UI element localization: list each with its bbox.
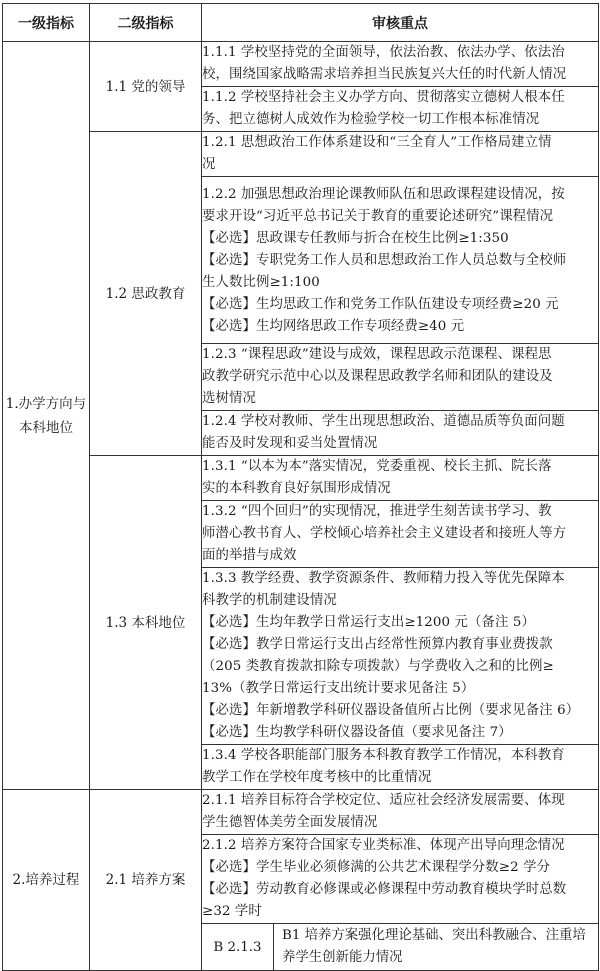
header-row xyxy=(3,4,599,42)
focus-line: 【必选】专职党务工作人员和思想政治工作人员总数与全校师 xyxy=(202,253,567,268)
focus-line: 13%（教学日常运行支出统计要求见备注 5） xyxy=(202,681,475,696)
nested-subitem-table xyxy=(202,924,598,970)
focus-line: 【必选】生均年教学日常运行支出≥1200 元（备注 5） xyxy=(202,615,535,630)
focus-line: 实的本科教育良好氛围形成情况 xyxy=(202,481,391,496)
focus-line: ≥32 学时 xyxy=(202,904,262,919)
focus-line: 1.3.4 学校各职能部门服务本科教育教学工作情况，本科教育 xyxy=(202,748,565,763)
focus-line: 况 xyxy=(202,157,216,172)
subitem-text xyxy=(274,924,599,970)
focus-line: 【必选】劳动教育必修课或必修课程中劳动教育模块学时总数 xyxy=(202,882,567,897)
focus-cell-nested xyxy=(202,924,599,971)
level2-label: 1.2 思政教育 xyxy=(105,285,186,302)
focus-line: B1 培养方案强化理论基础、突出科教融合、注重培 xyxy=(282,928,586,943)
level2-label: 2.1 培养方案 xyxy=(105,872,186,888)
focus-line: 科教学的机制建设情况 xyxy=(202,593,337,608)
focus-line: 面的举措与成效 xyxy=(202,548,297,563)
focus-line: 2.1.2 培养方案符合国家专业类标准、体现产出导向理念情况 xyxy=(202,838,565,853)
header-level1: 一级指标 xyxy=(3,4,90,42)
focus-line: 要求开设“习近平总书记关于教育的重要论述研究”课程情况 xyxy=(202,209,554,224)
focus-cell xyxy=(202,745,599,790)
focus-line: 1.1.1 学校坚持党的全面领导，依法治教、依法办学、依法治 xyxy=(202,45,565,60)
focus-line: 1.3.1 “以本为本”落实情况，党委重视、校长主抓、院长落 xyxy=(202,459,552,474)
focus-line: 教学工作在学校年度考核中的比重情况 xyxy=(202,770,432,785)
focus-cell xyxy=(202,790,599,835)
focus-cell xyxy=(202,42,599,87)
focus-line: 1.2.1 思想政治工作体系建设和“三全育人”工作格局建立情 xyxy=(202,135,552,150)
level1-cell xyxy=(3,790,90,971)
level1-label: 1.办学方向与本科地位 xyxy=(5,395,87,436)
focus-line: 务、把立德树人成效作为检验学校一切工作根本标准情况 xyxy=(202,112,540,127)
level1-cell xyxy=(3,42,90,790)
level2-label: 1.3 本科地位 xyxy=(105,614,186,631)
focus-cell xyxy=(202,568,599,745)
focus-line: 【必选】思政课专任教师与折合在校生比例≥1:350 xyxy=(202,231,509,246)
level2-label: 1.1 党的领导 xyxy=(105,78,186,95)
focus-cell xyxy=(202,132,599,177)
table-row xyxy=(3,456,599,501)
focus-line: 能否及时发现和妥当处置情况 xyxy=(202,436,378,451)
focus-cell xyxy=(202,177,599,344)
level2-cell xyxy=(90,132,202,456)
focus-line: 校，围绕国家战略需求培养担当民族复兴大任的时代新人情况 xyxy=(202,67,567,82)
focus-line: 1.3.2 “四个回归”的实现情况，推进学生刻苦读书学习、教 xyxy=(202,504,552,519)
focus-line: 【必选】学生毕业必须修满的公共艺术课程学分数≥2 学分 xyxy=(202,860,551,875)
focus-line: （205 类教育拨款扣除专项拨款）与学费收入之和的比例≥ xyxy=(202,659,554,674)
focus-line: 政教学研究示范中心以及课程思政教学名师和团队的建设及 xyxy=(202,369,553,384)
focus-cell xyxy=(202,344,599,411)
focus-line: 2.1.1 培养目标符合学校定位、适应社会经济发展需要、体现 xyxy=(202,793,565,808)
focus-line: 1.3.3 教学经费、教学资源条件、教师精力投入等优先保障本 xyxy=(202,571,565,586)
level2-cell xyxy=(90,456,202,790)
focus-line: 【必选】生均网络思政工作专项经费≥40 元 xyxy=(202,319,465,334)
focus-cell xyxy=(202,411,599,456)
focus-line: 选树情况 xyxy=(202,391,256,406)
focus-line: 1.2.2 加强思想政治理论课教师队伍和思政课程建设情况，按 xyxy=(202,187,565,202)
focus-line: 师潜心教书育人、学校倾心培养社会主义建设者和接班人等方 xyxy=(202,526,567,541)
focus-line: 生人数比例≥1:100 xyxy=(202,275,320,290)
focus-line: 1.1.2 学校坚持社会主义办学方向、贯彻落实立德树人根本任 xyxy=(202,90,565,105)
header-focus: 审核重点 xyxy=(202,4,599,42)
level2-cell xyxy=(90,42,202,132)
focus-line: 【必选】教学日常运行支出占经常性预算内教育事业费拨款 xyxy=(202,637,553,652)
table-row xyxy=(3,790,599,835)
table-row xyxy=(3,132,599,177)
focus-line: 养学生创新能力情况 xyxy=(282,950,403,965)
focus-line: 1.2.3 “课程思政”建设与成效，课程思政示范课程、课程思 xyxy=(202,347,552,362)
audit-table xyxy=(2,3,599,971)
table-row xyxy=(3,42,599,87)
focus-line: 学生德智体美劳全面发展情况 xyxy=(202,815,378,830)
focus-cell xyxy=(202,835,599,924)
focus-line: 【必选】生均教学科研仪器设备值（要求见备注 7） xyxy=(202,725,512,740)
focus-line: 【必选】生均思政工作和党务工作队伍建设专项经费≥20 元 xyxy=(202,297,559,312)
level2-cell xyxy=(90,790,202,971)
focus-cell xyxy=(202,87,599,132)
subitem-code: B 2.1.3 xyxy=(202,924,274,970)
header-level2: 二级指标 xyxy=(90,4,202,42)
focus-line: 【必选】年新增教学科研仪器设备值所占比例（要求见备注 6） xyxy=(202,703,580,718)
level1-label: 2.培养过程 xyxy=(12,872,80,888)
focus-line: 1.2.4 学校对教师、学生出现思想政治、道德品质等负面问题 xyxy=(202,414,565,429)
focus-cell xyxy=(202,501,599,568)
focus-cell xyxy=(202,456,599,501)
